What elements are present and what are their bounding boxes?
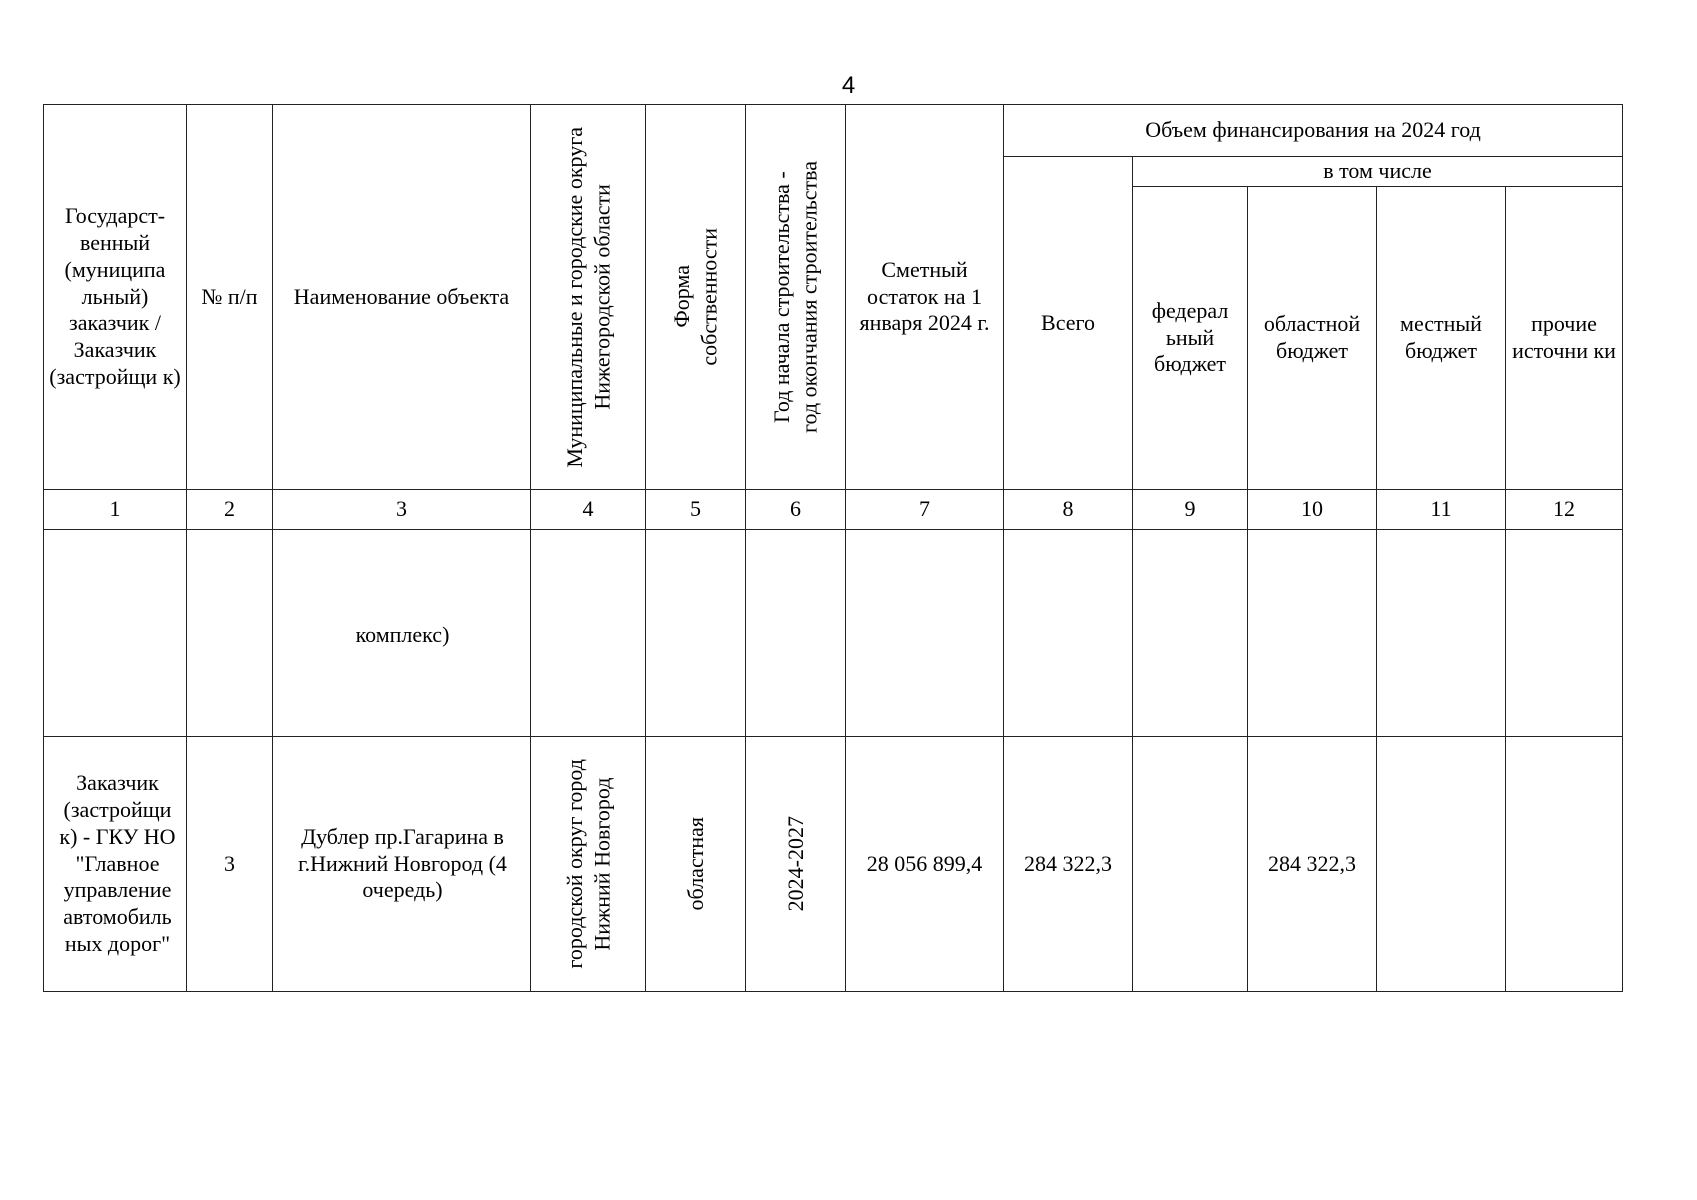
column-number: 5 bbox=[646, 490, 746, 530]
header-financing: Объем финансирования на 2024 год bbox=[1004, 105, 1623, 157]
cell-num bbox=[187, 530, 273, 737]
header-local: местный бюджет bbox=[1377, 187, 1506, 490]
cell-object: Дублер пр.Гагарина в г.Нижний Новгород (4 очередь) bbox=[273, 737, 531, 992]
table-row bbox=[44, 737, 1623, 992]
column-number: 7 bbox=[846, 490, 1004, 530]
cell-regional: 284 322,3 bbox=[1248, 737, 1377, 992]
column-number: 11 bbox=[1377, 490, 1506, 530]
column-number-row bbox=[44, 490, 1623, 530]
column-number: 1 bbox=[44, 490, 187, 530]
column-number: 9 bbox=[1133, 490, 1248, 530]
cell-customer: Заказчик (застройщи к) - ГКУ НО "Главное управление автомобиль ных дорог" bbox=[44, 737, 187, 992]
header-federal: федерал ьный бюджет bbox=[1133, 187, 1248, 490]
cell-municipality bbox=[531, 530, 646, 737]
header-other: прочие источни ки bbox=[1506, 187, 1623, 490]
cell-local bbox=[1377, 530, 1506, 737]
cell-object: комплекс) bbox=[273, 530, 531, 737]
header-customer: Государст-венный (муниципа льный) заказчик / Заказчик (застройщи к) bbox=[44, 105, 187, 490]
financing-table bbox=[43, 104, 1623, 992]
column-number: 3 bbox=[273, 490, 531, 530]
cell-ownership: областная bbox=[646, 737, 746, 992]
cell-federal bbox=[1133, 737, 1248, 992]
cell-years bbox=[746, 530, 846, 737]
column-number: 6 bbox=[746, 490, 846, 530]
cell-years: 2024-2027 bbox=[746, 737, 846, 992]
column-number: 8 bbox=[1004, 490, 1133, 530]
header-object-name: Наименование объекта bbox=[273, 105, 531, 490]
cell-total bbox=[1004, 530, 1133, 737]
header-row-1 bbox=[44, 105, 1623, 157]
column-number: 4 bbox=[531, 490, 646, 530]
cell-ownership bbox=[646, 530, 746, 737]
table-row bbox=[44, 530, 1623, 737]
cell-other bbox=[1506, 530, 1623, 737]
header-estimate: Сметный остаток на 1 января 2024 г. bbox=[846, 105, 1004, 490]
header-num: № п/п bbox=[187, 105, 273, 490]
cell-num: 3 bbox=[187, 737, 273, 992]
cell-federal bbox=[1133, 530, 1248, 737]
column-number: 10 bbox=[1248, 490, 1377, 530]
cell-estimate: 28 056 899,4 bbox=[846, 737, 1004, 992]
cell-customer bbox=[44, 530, 187, 737]
cell-other bbox=[1506, 737, 1623, 992]
cell-regional bbox=[1248, 530, 1377, 737]
page-number: 4 bbox=[841, 72, 856, 99]
cell-local bbox=[1377, 737, 1506, 992]
header-total: Всего bbox=[1004, 157, 1133, 490]
header-years: Год начала строительства - год окончания строительства bbox=[746, 105, 846, 490]
cell-municipality: городской округ город Нижний Новгород bbox=[531, 737, 646, 992]
cell-estimate bbox=[846, 530, 1004, 737]
column-number: 12 bbox=[1506, 490, 1623, 530]
header-municipality: Муниципальные и городские округа Нижегородской области bbox=[531, 105, 646, 490]
header-including: в том числе bbox=[1133, 157, 1623, 187]
header-ownership: Форма собственности bbox=[646, 105, 746, 490]
cell-total: 284 322,3 bbox=[1004, 737, 1133, 992]
column-number: 2 bbox=[187, 490, 273, 530]
header-regional: областной бюджет bbox=[1248, 187, 1377, 490]
